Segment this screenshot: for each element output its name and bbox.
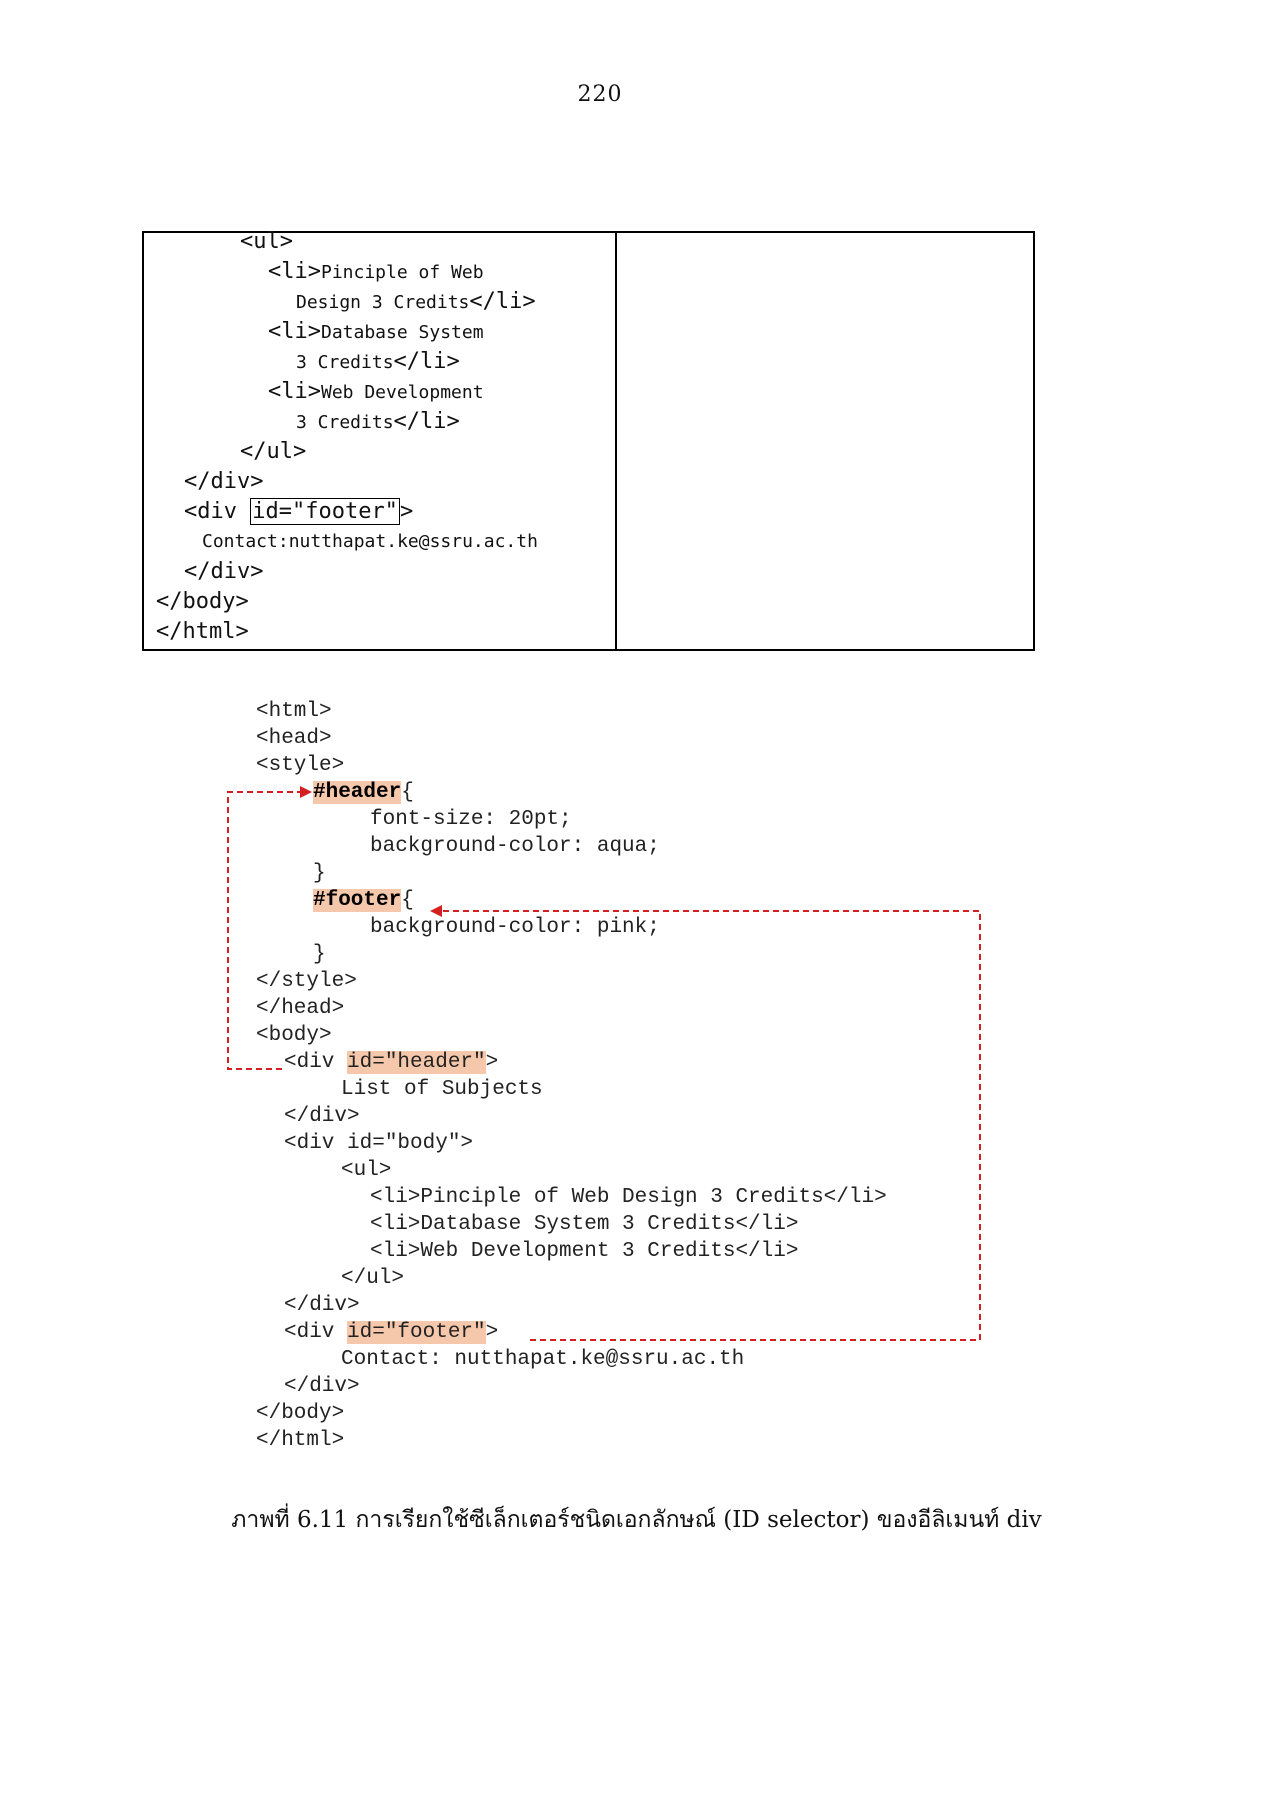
code-line: 3 Credits</li> <box>296 349 460 374</box>
listing-line: </div> <box>284 1294 360 1317</box>
footer-id-attribute: id="footer" <box>347 1321 486 1344</box>
code-line: </html> <box>156 619 249 644</box>
code-line: </ul> <box>240 439 307 464</box>
listing-line: #footer{ <box>313 889 414 912</box>
code-line: Contact:nutthapat.ke@ssru.ac.th <box>202 531 538 552</box>
listing-line: </div> <box>284 1105 360 1128</box>
header-selector: #header <box>313 781 402 804</box>
listing-line: <div id="header"> <box>284 1051 499 1074</box>
listing-line: background-color: pink; <box>370 916 660 939</box>
code-line: <li>Web Development <box>268 379 484 404</box>
code-line: 3 Credits</li> <box>296 409 460 434</box>
code-line: </div> <box>184 559 264 584</box>
listing-line: } <box>313 862 326 885</box>
listing-line: #header{ <box>313 781 414 804</box>
listing-line: </html> <box>256 1429 345 1452</box>
listing-line: <html> <box>256 700 332 723</box>
footer-arrow <box>442 911 980 1340</box>
listing-line: font-size: 20pt; <box>370 808 572 831</box>
boxed-footer-id: id="footer" <box>252 499 398 524</box>
listing-line: </div> <box>284 1375 360 1398</box>
listing-line: <div id="body"> <box>284 1132 474 1155</box>
page-number: 220 <box>577 82 623 107</box>
listing-line: </ul> <box>341 1267 405 1290</box>
code-line: <div id="footer"> <box>184 499 414 524</box>
listing-line: <li>Database System 3 Credits</li> <box>370 1213 799 1236</box>
code-line: <li>Pinciple of Web <box>268 259 484 284</box>
listing-line: <ul> <box>341 1159 392 1182</box>
code-line: </body> <box>156 589 249 614</box>
header-id-attribute: id="header" <box>347 1051 486 1074</box>
listing-line: <li>Web Development 3 Credits</li> <box>370 1240 799 1263</box>
listing-line: List of Subjects <box>341 1078 543 1101</box>
listing-line: <style> <box>256 754 345 777</box>
listing-line: } <box>313 943 326 966</box>
listing-line: <head> <box>256 727 332 750</box>
footer-selector: #footer <box>313 889 402 912</box>
listing-line: Contact: nutthapat.ke@ssru.ac.th <box>341 1348 745 1371</box>
code-line: </div> <box>184 469 264 494</box>
listing-line: <body> <box>256 1024 332 1047</box>
header-arrowhead <box>300 786 312 798</box>
code-line: <ul> <box>240 229 293 254</box>
code-line: Design 3 Credits</li> <box>296 289 536 314</box>
listing-line: <li>Pinciple of Web Design 3 Credits</li> <box>370 1186 887 1209</box>
listing-line: <div id="footer"> <box>284 1321 499 1344</box>
listing-line: background-color: aqua; <box>370 835 660 858</box>
listing-line: </body> <box>256 1402 345 1425</box>
listing-line: </style> <box>256 970 357 993</box>
code-line: <li>Database System <box>268 319 484 344</box>
figure-caption: ภาพที่ 6.11 การเรียกใช้ซีเล็กเตอร์ชนิดเอกลักษณ์ (ID selector) ของอีลิเมนท์ div <box>231 1507 1042 1533</box>
listing-line: </head> <box>256 997 345 1020</box>
